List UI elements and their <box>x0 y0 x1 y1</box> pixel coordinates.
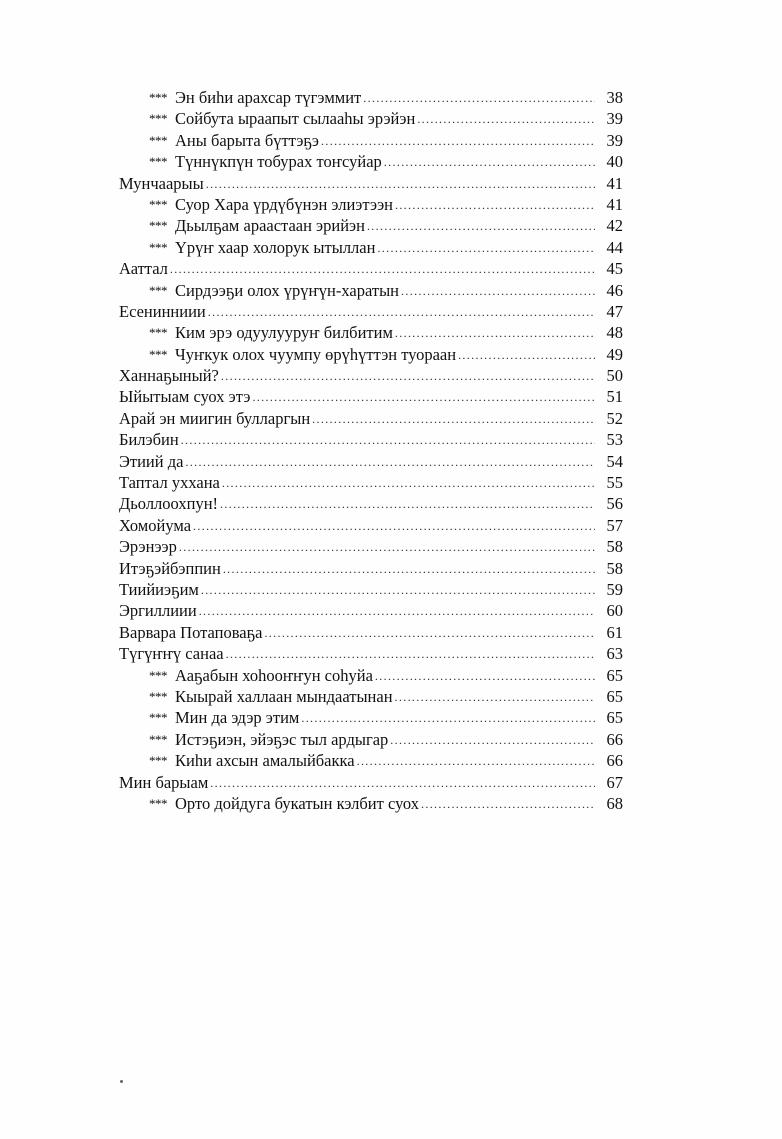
toc-entry <box>119 622 623 643</box>
entry-page-number: 38 <box>606 88 623 107</box>
entry-marker: *** <box>149 154 167 170</box>
entry-title: Мунчаарыы <box>119 173 204 193</box>
entry-page-number: 44 <box>606 237 623 257</box>
entry-page-number: 54 <box>606 451 623 471</box>
entry-title: Ааҕабын хоһооҥҥун соһуйа <box>175 665 373 685</box>
toc-subentry <box>119 108 623 129</box>
dot-leader <box>377 238 595 259</box>
dot-leader <box>417 109 595 130</box>
dot-leader <box>375 666 595 687</box>
entry-title: Тиийиэҕим <box>119 579 199 599</box>
dot-leader <box>321 131 595 152</box>
entry-title: Дьоллоохпун! <box>119 494 219 514</box>
entry-page-number: 39 <box>606 130 623 150</box>
entry-page-number: 68 <box>606 793 623 813</box>
entry-page-number: 41 <box>606 194 623 214</box>
toc-subentry <box>119 665 623 686</box>
entry-title: Дьылҕам араастаан эрийэн <box>175 216 365 236</box>
entry-title: Орто дойдуга букатын кэлбит суох <box>175 793 419 813</box>
toc-subentry <box>119 87 623 108</box>
entry-marker: *** <box>149 111 167 127</box>
entry-title: Суор Хара үрдүбүнэн элиэтээн <box>175 194 393 214</box>
toc-entry <box>119 173 623 194</box>
dot-leader <box>170 259 595 280</box>
entry-title: Түннүкпүн тобурах тоҥсуйар <box>175 152 382 172</box>
entry-page-number: 52 <box>606 408 623 428</box>
entry-title: Билэбин <box>119 430 179 450</box>
toc-entry <box>119 643 623 664</box>
toc-subentry <box>119 215 623 236</box>
dot-leader <box>421 794 595 815</box>
dot-leader <box>395 687 595 708</box>
entry-page-number: 49 <box>606 344 623 364</box>
entry-title: Итэҕэйбэппин <box>119 558 221 578</box>
entry-title: Чуҥкук олох чуумпу өрүһүттэн туораан <box>175 344 457 364</box>
entry-title: Арай эн миигин булларгын <box>119 408 311 428</box>
entry-title: Ыйытыам суох этэ <box>119 387 251 407</box>
dot-leader <box>367 216 595 237</box>
dot-leader <box>220 494 595 515</box>
entry-marker: *** <box>149 239 167 255</box>
entry-page-number: 46 <box>606 280 623 300</box>
entry-title: Мин да эдэр этим <box>175 708 300 728</box>
entry-title: Үрүҥ хаар холорук ытыллан <box>175 237 376 257</box>
toc-entry <box>119 579 623 600</box>
toc-subentry <box>119 686 623 707</box>
dot-leader <box>357 751 595 772</box>
dot-leader <box>179 537 595 558</box>
entry-title: Есенинниии <box>119 301 206 321</box>
dot-leader <box>264 623 595 644</box>
entry-title: Сирдээҕи олох үрүҥүн-харатын <box>175 280 400 300</box>
dot-leader <box>208 302 595 323</box>
dot-leader <box>363 88 595 109</box>
toc-subentry <box>119 344 623 365</box>
entry-page-number: 65 <box>606 665 623 685</box>
entry-title: Аны барыта бүттэҕэ <box>175 130 320 150</box>
entry-page-number: 47 <box>606 301 623 321</box>
toc-entry <box>119 429 623 450</box>
entry-title: Таптал уххана <box>119 473 220 493</box>
toc-subentry <box>119 194 623 215</box>
toc-entry <box>119 493 623 514</box>
toc-entry <box>119 386 623 407</box>
toc-subentry <box>119 750 623 771</box>
entry-page-number: 53 <box>606 430 623 450</box>
entry-title: Кыырай халлаан мындаатынан <box>175 686 393 706</box>
toc-entry <box>119 558 623 579</box>
entry-page-number: 65 <box>606 708 623 728</box>
entry-marker: *** <box>149 132 167 148</box>
entry-title: Сойбута ыраапыт сылааһы эрэйэн <box>175 109 416 129</box>
toc-entry <box>119 536 623 557</box>
entry-page-number: 57 <box>606 515 623 535</box>
entry-marker: *** <box>149 346 167 362</box>
dot-leader <box>312 409 595 430</box>
dot-leader <box>185 452 595 473</box>
toc-entry <box>119 515 623 536</box>
toc-entry <box>119 472 623 493</box>
entry-page-number: 45 <box>606 259 623 279</box>
toc-entry <box>119 772 623 793</box>
dot-leader <box>252 387 595 408</box>
entry-page-number: 51 <box>606 387 623 407</box>
toc-subentry <box>119 707 623 728</box>
dot-leader <box>210 773 595 794</box>
dot-leader <box>206 174 595 195</box>
dot-leader <box>181 430 595 451</box>
toc-entry <box>119 451 623 472</box>
entry-marker: *** <box>149 667 167 683</box>
entry-page-number: 59 <box>606 579 623 599</box>
toc-entry <box>119 365 623 386</box>
entry-page-number: 48 <box>606 323 623 343</box>
entry-page-number: 58 <box>606 537 623 557</box>
toc-subentry <box>119 729 623 750</box>
toc-entry <box>119 600 623 621</box>
dot-leader <box>222 473 595 494</box>
table-of-contents <box>119 87 623 814</box>
toc-subentry <box>119 237 623 258</box>
toc-subentry <box>119 793 623 814</box>
entry-page-number: 41 <box>606 173 623 193</box>
scan-speck <box>120 1080 123 1083</box>
entry-marker: *** <box>149 282 167 298</box>
entry-marker: *** <box>149 710 167 726</box>
entry-marker: *** <box>149 731 167 747</box>
dot-leader <box>395 323 595 344</box>
entry-page-number: 61 <box>606 622 623 642</box>
entry-title: Эн биһи арахсар түгэммит <box>175 88 362 107</box>
dot-leader <box>193 516 595 537</box>
entry-title: Этиий да <box>119 451 184 471</box>
dot-leader <box>390 730 595 751</box>
entry-marker: *** <box>149 196 167 212</box>
entry-page-number: 58 <box>606 558 623 578</box>
entry-marker: *** <box>149 753 167 769</box>
dot-leader <box>226 644 595 665</box>
toc-entry <box>119 301 623 322</box>
dot-leader <box>221 366 595 387</box>
entry-page-number: 66 <box>606 729 623 749</box>
entry-marker: *** <box>149 795 167 811</box>
entry-title: Хомойума <box>119 515 192 535</box>
entry-title: Ааттал <box>119 259 168 279</box>
toc-entry <box>119 408 623 429</box>
dot-leader <box>401 281 595 302</box>
dot-leader <box>384 152 595 173</box>
entry-title: Киһи ахсын амалыйбакка <box>175 751 355 771</box>
toc-subentry <box>119 151 623 172</box>
dot-leader <box>301 708 595 729</box>
toc-subentry <box>119 130 623 151</box>
entry-title: Эргиллиии <box>119 601 197 621</box>
entry-page-number: 66 <box>606 751 623 771</box>
entry-marker: *** <box>149 688 167 704</box>
entry-page-number: 55 <box>606 473 623 493</box>
toc-entry <box>119 258 623 279</box>
dot-leader <box>458 345 595 366</box>
toc-subentry <box>119 280 623 301</box>
entry-title: Ханнаҕыный? <box>119 366 219 386</box>
entry-page-number: 63 <box>606 644 623 664</box>
entry-page-number: 42 <box>606 216 623 236</box>
entry-page-number: 39 <box>606 109 623 129</box>
entry-page-number: 67 <box>606 772 623 792</box>
dot-leader <box>223 559 595 580</box>
entry-title: Ким эрэ одуулууруҥ билбитим <box>175 323 393 343</box>
entry-title: Варвара Потаповаҕа <box>119 622 263 642</box>
entry-title: Эрэнээр <box>119 537 177 557</box>
entry-marker: *** <box>149 325 167 341</box>
entry-title: Истэҕиэн, эйэҕэс тыл ардыгар <box>175 729 389 749</box>
dot-leader <box>395 195 595 216</box>
dot-leader <box>201 580 595 601</box>
entry-title: Түгүҥҥү санаа <box>119 644 224 664</box>
toc-subentry <box>119 322 623 343</box>
entry-page-number: 60 <box>606 601 623 621</box>
entry-page-number: 65 <box>606 686 623 706</box>
entry-title: Мин барыам <box>119 772 209 792</box>
entry-marker: *** <box>149 218 167 234</box>
entry-page-number: 40 <box>606 152 623 172</box>
entry-page-number: 50 <box>606 366 623 386</box>
dot-leader <box>199 601 595 622</box>
entry-page-number: 56 <box>606 494 623 514</box>
entry-marker: *** <box>149 90 167 105</box>
